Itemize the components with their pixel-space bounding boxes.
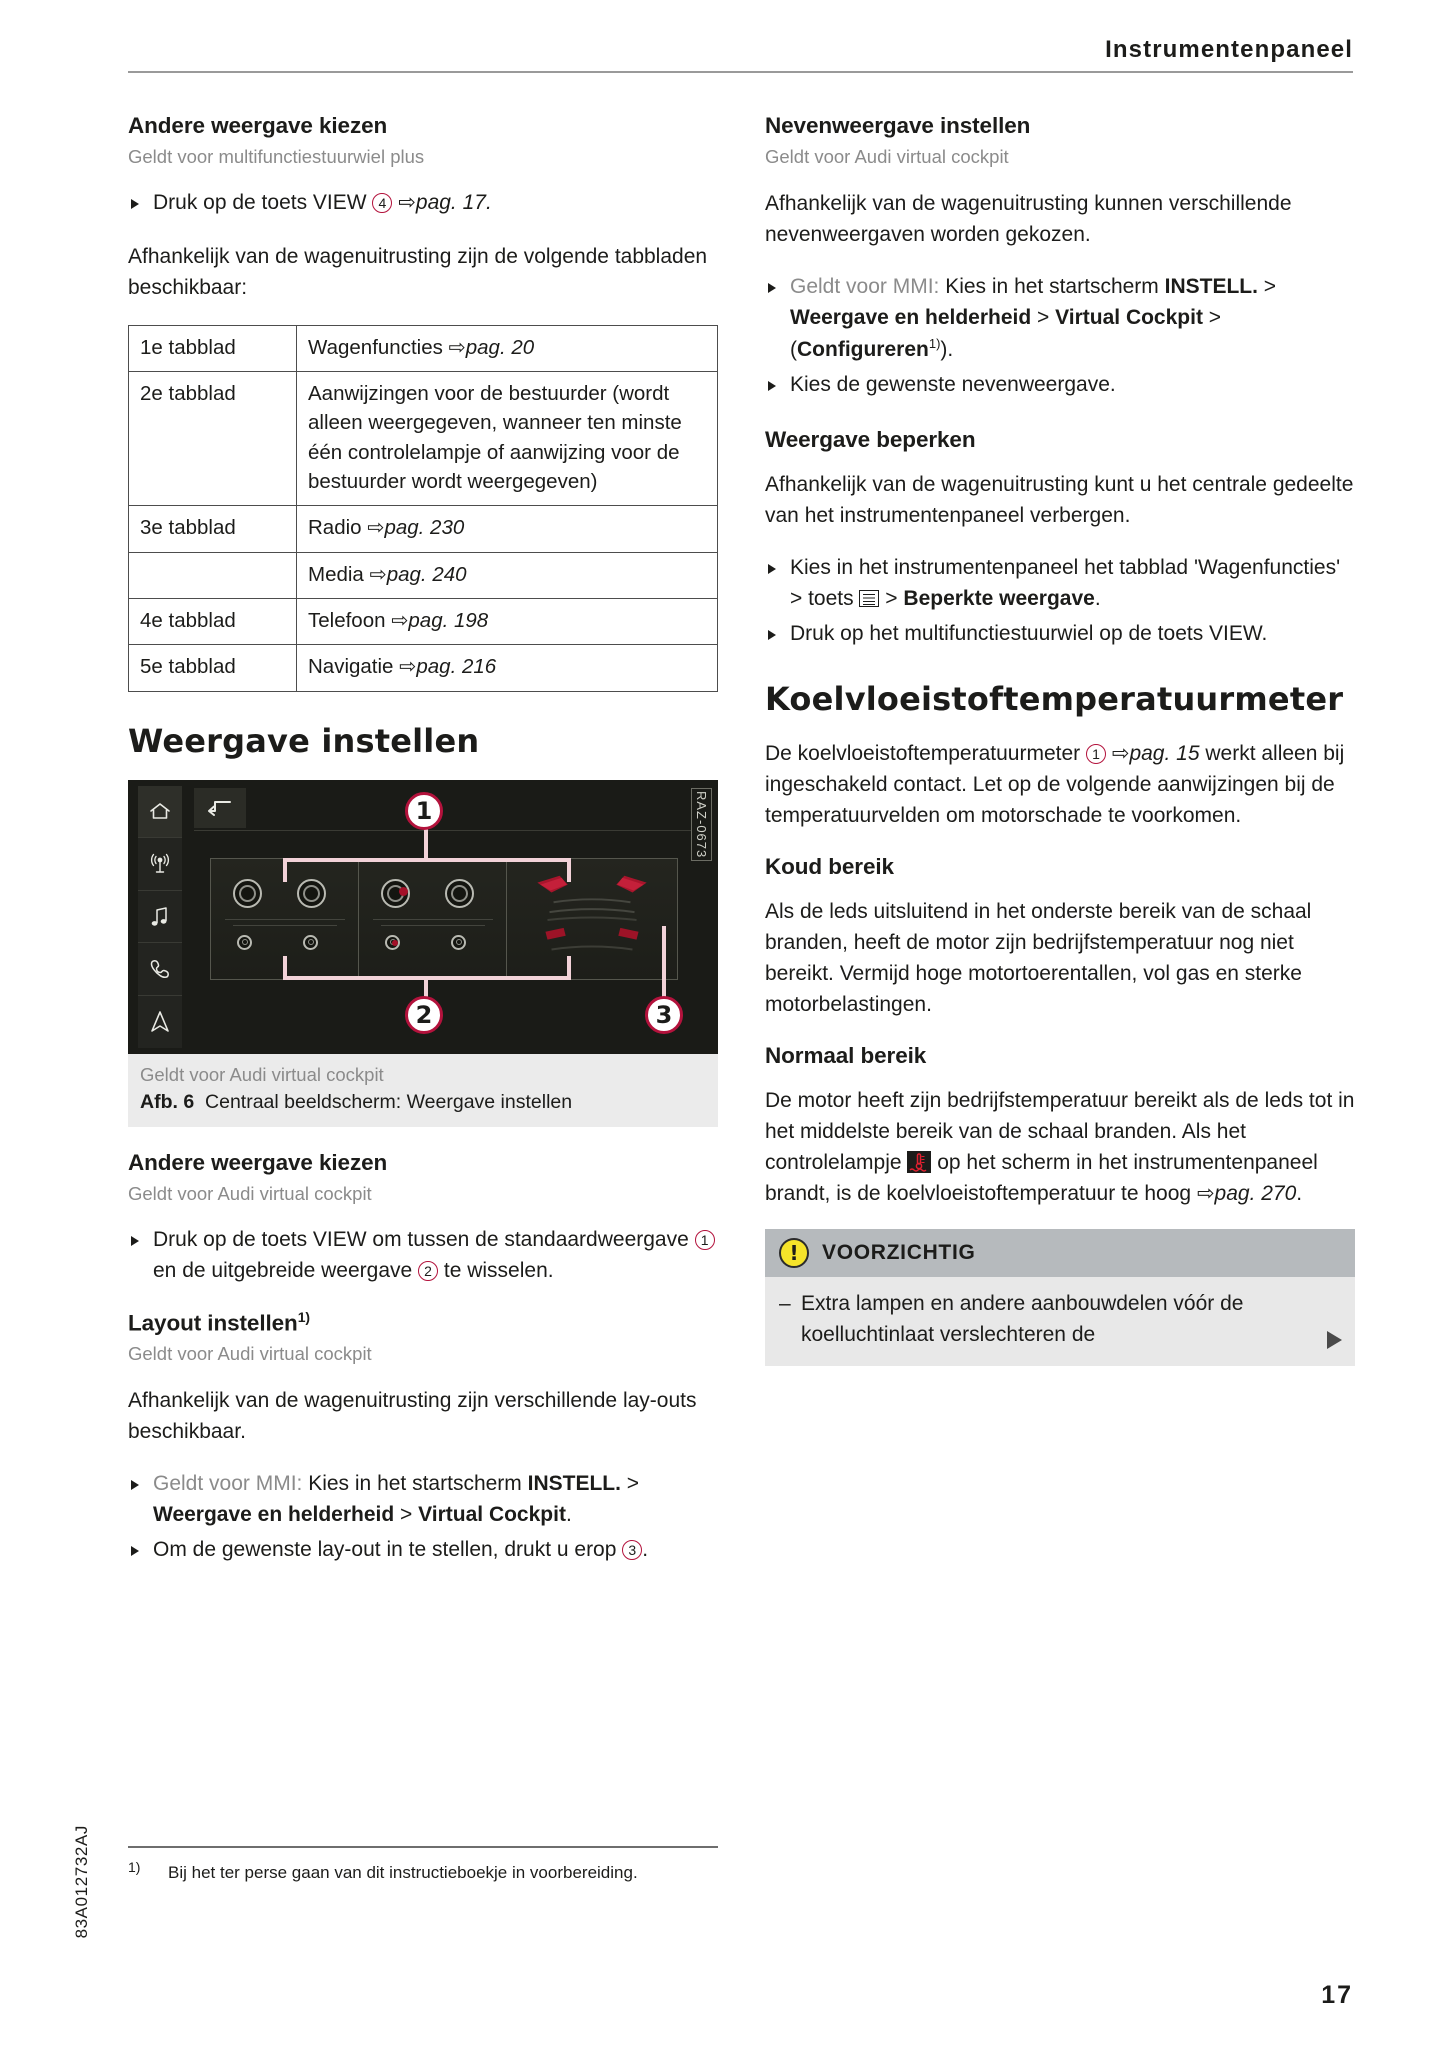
- figure-caption: [140, 1089, 706, 1115]
- left-column: [128, 112, 718, 1588]
- arrow-ref-icon: ⇨: [1111, 741, 1130, 765]
- gauge-red-marker: [399, 887, 408, 896]
- panel-extended-view: [359, 859, 507, 979]
- back-arrow-icon: [194, 788, 246, 828]
- figure-caption-text: Centraal beeldscherm: Weergave instellen: [205, 1090, 573, 1113]
- page-ref: pag. 270: [1214, 1182, 1297, 1206]
- table-row: [129, 552, 718, 598]
- arrow-ref-icon: ⇨: [448, 335, 466, 359]
- exclamation-icon: !: [779, 1238, 809, 1268]
- coolant-temp-warning-icon: [907, 1151, 931, 1173]
- panel-hairline: [373, 919, 493, 920]
- figure-layout-panels: [210, 858, 678, 980]
- cell-text: Navigatie: [308, 655, 400, 679]
- cell-text: Radio: [308, 516, 368, 540]
- paragraph-text-end: .: [1296, 1182, 1303, 1206]
- panel-hairline: [225, 919, 345, 920]
- paragraph-tabbladen-intro: Afhankelijk van de wagenuitrusting zijn de volgende tabbladen beschikbaar:: [128, 244, 708, 299]
- bullet-text: Kies in het startscherm: [939, 274, 1165, 298]
- paragraph-layouts: Afhankelijk van de wagenuitrusting zijn verschillende lay-outs beschikbaar.: [128, 1388, 697, 1443]
- gauge-dial-small: [303, 935, 318, 950]
- table-cell-tab: 4e tabblad: [129, 598, 297, 644]
- list-item: Kies de gewenste nevenweergave.: [765, 370, 1355, 401]
- bullet-text: Kies in het startscherm: [302, 1471, 528, 1495]
- menu-path-1: INSTELL.: [527, 1471, 621, 1495]
- gauge-dial: [445, 879, 474, 908]
- paragraph-weergave-beperken: Afhankelijk van de wagenuitrusting kunt u het centrale gedeelte van het instrumentenpaneel verbergen.: [765, 473, 1354, 528]
- paragraph-text-mid: op het scherm in het instrumentenpaneel brandt, is de koelvloeistoftemperatuur te hoog: [765, 1151, 1318, 1206]
- list-item: [765, 272, 1355, 366]
- bullet-text-pre: Druk op de toets VIEW: [153, 190, 373, 214]
- cell-page-ref: pag. 216: [416, 655, 497, 679]
- arrow-ref-icon: ⇨: [398, 190, 416, 214]
- list-item: [128, 1535, 718, 1566]
- callout-marker-2: 2: [405, 996, 443, 1034]
- vehicle-graphic-icon: [507, 859, 677, 979]
- arrow-ref-icon: ⇨: [367, 516, 385, 540]
- figure-caption-box: [128, 1054, 718, 1127]
- table-cell-tab: 2e tabblad: [129, 372, 297, 506]
- cell-page-ref: pag. 240: [386, 562, 467, 586]
- leader-line: [424, 826, 428, 860]
- bullet-text-end: .: [1094, 587, 1101, 611]
- menu-path-2: Weergave en helderheid: [790, 305, 1032, 329]
- menu-separator: >: [394, 1502, 419, 1526]
- paragraph-normaal-bereik: [765, 1085, 1355, 1209]
- tabbladen-table: [128, 325, 718, 692]
- bullet-text-end: te wisselen.: [438, 1258, 554, 1282]
- page-title: Instrumentenpaneel: [1105, 36, 1353, 63]
- leader-line: [567, 956, 571, 980]
- table-cell-label: [297, 325, 718, 371]
- mmi-label: Geldt voor MMI:: [153, 1471, 303, 1495]
- cell-text: Telefoon: [308, 608, 392, 632]
- menu-separator: >: [620, 1471, 640, 1495]
- table-row: [129, 645, 718, 691]
- gauge-red-marker: [392, 940, 398, 946]
- home-icon: [138, 786, 182, 839]
- table-cell-label: Aanwijzingen voor de bestuurder (wordt alleen weergegeven, wanneer ten minste één controlelampje of aanwijzing voor de bestuurder wordt weergegeven): [297, 372, 718, 506]
- figure-label: Afb. 6: [140, 1090, 195, 1113]
- figure-top-divider: [194, 830, 704, 831]
- footnote-divider: [128, 1846, 718, 1848]
- bullet-text: Om de gewenste lay-out in te stellen, drukt u erop: [153, 1537, 623, 1561]
- callout-ref-2: 2: [418, 1261, 438, 1281]
- page-header: [128, 38, 1353, 76]
- footnote-superscript: 1): [297, 1308, 310, 1325]
- arrow-ref-icon: ⇨: [369, 562, 387, 586]
- callout-ref-1: 1: [695, 1230, 715, 1250]
- list-item: [128, 1225, 718, 1287]
- radio-tower-icon: [138, 838, 182, 891]
- table-cell-label: [297, 552, 718, 598]
- cell-page-ref: pag. 20: [465, 335, 535, 359]
- table-cell-tab: 5e tabblad: [129, 645, 297, 691]
- document-code: 83A012732AJ: [72, 1824, 91, 1938]
- bullet-text: Kies in het instrumentenpaneel het tabblad 'Wagenfuncties' > toets: [790, 556, 1341, 611]
- callout-ref-3: 3: [622, 1540, 642, 1560]
- menu-path-1: INSTELL.: [1164, 274, 1258, 298]
- navigation-arrow-icon: [138, 996, 182, 1048]
- figure-sidebar: [138, 786, 182, 1048]
- page-ref: pag. 15: [1129, 741, 1200, 765]
- bullet-text-mid: en de uitgebreide weergave: [153, 1258, 419, 1282]
- callout-marker-3: 3: [645, 996, 683, 1034]
- applies-note-2: Geldt voor Audi virtual cockpit: [128, 1182, 372, 1204]
- menu-separator: >: [1257, 274, 1277, 298]
- chapter-heading-weergave-instellen: Weergave instellen: [128, 721, 480, 760]
- list-item: [765, 553, 1355, 615]
- table-row: [129, 598, 718, 644]
- footnote-marker: 1): [128, 1858, 141, 1875]
- menu-path-3: Virtual Cockpit: [1055, 305, 1203, 329]
- bullet-list-beperken-steps: [765, 553, 1355, 650]
- section-heading-nevenweergave-instellen: Nevenweergave instellen: [765, 113, 1031, 138]
- mmi-label: Geldt voor MMI:: [790, 274, 940, 298]
- table-cell-tab-empty: [129, 552, 297, 598]
- caution-title: VOORZICHTIG: [822, 1241, 976, 1265]
- bullet-text: Druk op de toets VIEW om tussen de standaardweergave: [153, 1227, 695, 1251]
- bullet-text-end: .: [565, 1502, 572, 1526]
- bullet-list-nevenweergave-steps: [765, 272, 1355, 400]
- heading-text: Layout instellen: [128, 1310, 298, 1336]
- header-divider: [128, 71, 1353, 73]
- bullet-text-end: .: [642, 1537, 649, 1561]
- menu-path-2: Weergave en helderheid: [153, 1502, 395, 1526]
- caution-item: – Extra lampen en andere aanbouwdelen vóór de koelluchtinlaat verslechteren de: [779, 1289, 1341, 1350]
- leader-line: [662, 926, 666, 1004]
- callout-marker-1: 1: [405, 792, 443, 830]
- section-heading-normaal-bereik: Normaal bereik: [765, 1043, 927, 1069]
- menu-path-3: Virtual Cockpit: [418, 1502, 566, 1526]
- continuation-triangle-icon: [1327, 1331, 1342, 1349]
- gauge-dial-small: [237, 935, 252, 950]
- callout-ref-1: 1: [1086, 744, 1106, 764]
- bullet-list-view-key: [128, 188, 718, 219]
- arrow-ref-icon: ⇨: [391, 608, 409, 632]
- panel-hairline: [233, 925, 337, 926]
- page-number: 17: [1321, 1981, 1353, 2009]
- figure-code-label: RAZ-0673: [691, 788, 712, 861]
- section-heading-weergave-beperken: Weergave beperken: [765, 427, 976, 453]
- list-item: Druk op het multifunctiestuurwiel op de toets VIEW.: [765, 619, 1355, 650]
- paragraph-text-end: werkt alleen bij ingeschakeld contact. Let op de volgende aanwijzingen bij de temperatuurvelden om motorschade te voorkomen.: [765, 741, 1345, 828]
- caution-body: [765, 1277, 1355, 1366]
- table-cell-tab: 1e tabblad: [129, 325, 297, 371]
- footnote-superscript: 1): [928, 335, 941, 351]
- section-heading-andere-weergave-kiezen-2: Andere weergave kiezen: [128, 1150, 388, 1176]
- footnote-1: [128, 1860, 718, 1886]
- arrow-ref-icon: ⇨: [399, 655, 417, 679]
- gauge-dial: [297, 879, 326, 908]
- bullet-list-layout-steps: [128, 1469, 718, 1566]
- table-cell-label: [297, 598, 718, 644]
- right-column: [765, 112, 1355, 1366]
- chapter-heading-koelvloeistoftemperatuurmeter: Koelvloeistoftemperatuurmeter: [765, 679, 1344, 718]
- table-row: [129, 372, 718, 506]
- section-heading-andere-weergave-kiezen-1: Andere weergave kiezen: [128, 113, 388, 138]
- paragraph-koelvloeistof-intro: [765, 738, 1355, 831]
- paragraph-text: De motor heeft zijn bedrijfstemperatuur bereikt als de leds tot in het middelste bereik van de schaal branden. Als het controlelampje: [765, 1089, 1355, 1175]
- list-item: [128, 188, 718, 219]
- menu-path-beperkte-weergave: Beperkte weergave: [903, 587, 1095, 611]
- menu-separator: >: [879, 587, 904, 611]
- bullet-text-end: ).: [940, 337, 954, 361]
- applies-note-r1: Geldt voor Audi virtual cockpit: [765, 145, 1009, 167]
- page-ref: pag. 17.: [415, 190, 492, 214]
- leader-line: [567, 858, 571, 882]
- menu-list-icon: [859, 590, 879, 607]
- table-row: [129, 325, 718, 371]
- gauge-dial-small: [451, 935, 466, 950]
- callout-ref-4: 4: [372, 193, 392, 213]
- applies-note-3: Geldt voor Audi virtual cockpit: [128, 1342, 372, 1364]
- panel-layout-selector: [507, 859, 677, 979]
- menu-separator: > (: [790, 305, 1222, 361]
- paragraph-koud-bereik: Als de leds uitsluitend in het onderste bereik van de schaal branden, heeft de motor zijn bedrijfstemperatuur nog niet bereikt. Vermijd hoge motortoerentallen, vol gas en sterke motorbelastingen.: [765, 900, 1312, 1017]
- arrow-ref-icon: ⇨: [1196, 1182, 1215, 1206]
- table-cell-label: [297, 645, 718, 691]
- caution-header: [765, 1229, 1355, 1277]
- bullet-list-view-toggle: [128, 1225, 718, 1287]
- cell-page-ref: pag. 230: [384, 516, 465, 540]
- figure-image-central-display: [128, 780, 718, 1054]
- footnote-text: Bij het ter perse gaan van dit instructieboekje in voorbereiding.: [168, 1862, 638, 1882]
- table-row: [129, 506, 718, 552]
- cell-page-ref: pag. 198: [408, 608, 489, 632]
- figure-6: [128, 780, 718, 1127]
- music-note-icon: [138, 891, 182, 944]
- phone-icon: [138, 943, 182, 996]
- section-heading-koud-bereik: Koud bereik: [765, 854, 894, 880]
- cell-text: Media: [308, 562, 370, 586]
- cell-text: Wagenfuncties: [308, 335, 449, 359]
- menu-separator: >: [1031, 305, 1056, 329]
- gauge-dial: [233, 879, 262, 908]
- paragraph-text: De koelvloeistoftemperatuurmeter: [765, 741, 1086, 765]
- applies-note-1: Geldt voor multifunctiestuurwiel plus: [128, 145, 425, 167]
- section-heading-layout-instellen: [128, 1309, 718, 1338]
- caution-box: [765, 1229, 1355, 1366]
- paragraph-nevenweergave: Afhankelijk van de wagenuitrusting kunnen verschillende nevenweergaven worden gekozen.: [765, 191, 1292, 246]
- table-cell-label: [297, 506, 718, 552]
- figure-applies-note: Geldt voor Audi virtual cockpit: [140, 1063, 384, 1085]
- footnote-block: [128, 1846, 718, 1885]
- table-cell-tab: 3e tabblad: [129, 506, 297, 552]
- panel-hairline: [381, 925, 485, 926]
- list-item: [128, 1469, 718, 1531]
- menu-path-4: Configureren: [797, 337, 929, 361]
